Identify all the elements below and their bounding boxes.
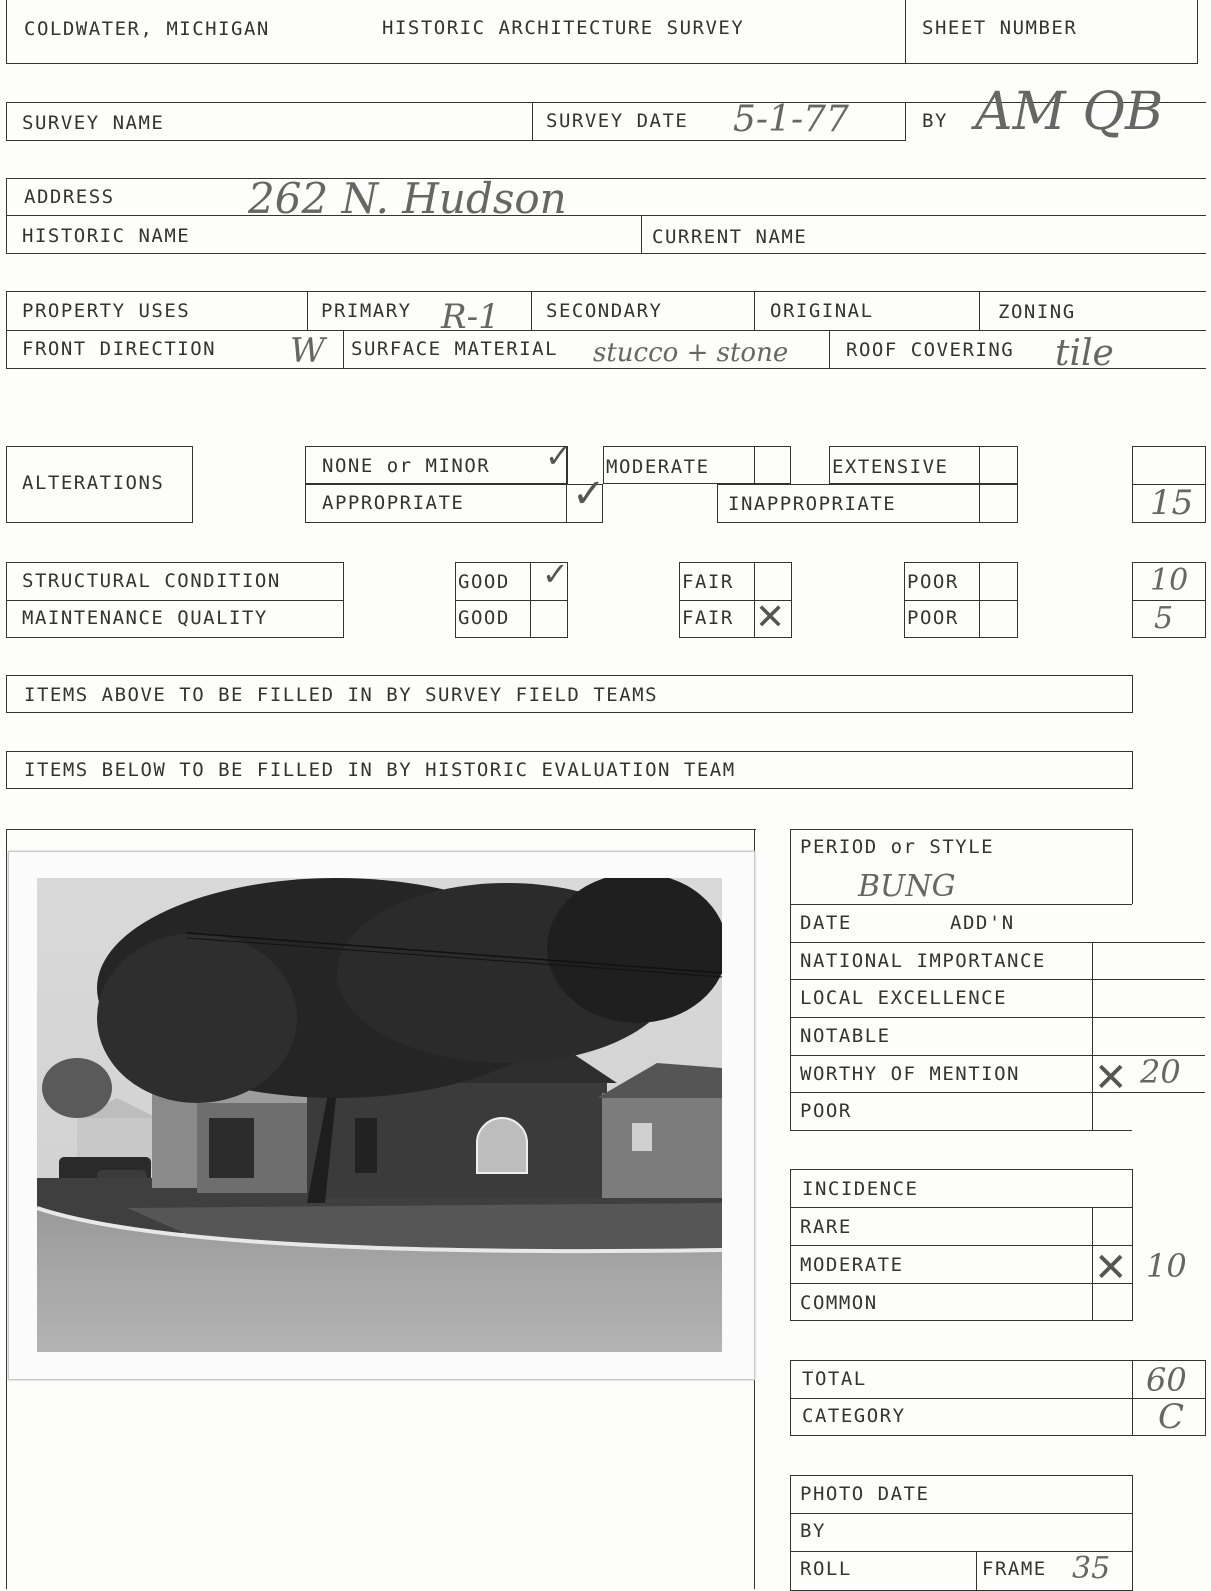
photo-data-div-1 [790,1513,1133,1514]
survey-divider-1 [532,102,533,140]
property-div-1 [307,291,308,330]
alt-appropriate-label: APPROPRIATE [322,492,465,514]
property-div-3 [754,291,755,330]
address-label: ADDRESS [24,186,115,208]
photo-area-top [6,829,756,830]
structural-fair: FAIR [682,571,734,593]
survey-date-label: SURVEY DATE [546,110,689,132]
roof-covering-value: tile [1055,333,1114,374]
roll-label: ROLL [800,1558,852,1580]
primary-value: R-1 [441,297,500,337]
period-value: BUNG [858,869,956,904]
incidence-moderate-label: MODERATE [800,1254,904,1276]
alt-moderate-checkcell [754,446,755,484]
category-value: C [1158,1397,1185,1437]
common-label: COMMON [800,1292,878,1314]
incidence-div-3 [790,1283,1133,1284]
header-divider [905,0,906,64]
date-bottom [790,942,1205,943]
poor-divider [904,600,1018,601]
incidence-score-divider [1092,1207,1093,1321]
local-label: LOCAL EXCELLENCE [800,987,1008,1009]
rare-label: RARE [800,1216,852,1238]
alt-moderate-label: MODERATE [606,456,710,478]
national-label: NATIONAL IMPORTANCE [800,950,1046,972]
incidence-moderate-cross: ✕ [1094,1245,1128,1291]
secondary-label: SECONDARY [546,300,663,322]
address-left-edge [6,178,7,253]
property-bottom [6,368,1206,369]
good-divider [455,600,568,601]
survey-divider-2 [905,102,906,140]
addn-label: ADD'N [950,912,1015,934]
structural-score: 10 [1150,563,1189,598]
eval-score-divider [1092,942,1093,1130]
maintenance-good: GOOD [458,607,510,629]
name-divider [641,215,642,253]
maintenance-label: MAINTENANCE QUALITY [22,607,268,629]
field-teams-note: ITEMS ABOVE TO BE FILLED IN BY SURVEY FIELD TEAMS [24,684,659,706]
evaluation-note: ITEMS BELOW TO BE FILLED IN BY HISTORIC EVALUATION TEAM [24,759,736,781]
header-title: HISTORIC ARCHITECTURE SURVEY [382,17,745,39]
poor-bottom [790,1130,1132,1131]
worthy-score: 20 [1140,1053,1181,1091]
survey-by-label: BY [922,110,948,132]
incidence-div-2 [790,1245,1133,1246]
property-uses-label: PROPERTY USES [22,300,191,322]
photo-area-left [6,829,7,1589]
property-div-4 [979,291,980,330]
incidence-label: INCIDENCE [802,1178,919,1200]
primary-label: PRIMARY [321,300,412,322]
address-mid [6,215,1206,216]
address-top [6,178,1206,179]
survey-name-label: SURVEY NAME [22,112,165,134]
period-label: PERIOD or STYLE [800,836,995,858]
good-checkcell [530,562,531,638]
period-bottom [790,904,1132,905]
total-value: 60 [1146,1361,1187,1399]
total-score-divider [1132,1360,1133,1436]
maintenance-fair: FAIR [682,607,734,629]
maintenance-poor: POOR [907,607,959,629]
address-value: 262 N. Hudson [248,174,567,223]
structural-good: GOOD [458,571,510,593]
survey-date-value: 5-1-77 [733,99,849,140]
frame-label: FRAME [982,1558,1047,1580]
worthy-label: WORTHY OF MENTION [800,1063,1020,1085]
address-bottom [6,253,1206,254]
maintenance-fair-cross: ✕ [755,597,786,638]
roof-covering-label: ROOF COVERING [846,339,1015,361]
notable-label: NOTABLE [800,1025,891,1047]
alt-inappropriate-label: INAPPROPRIATE [728,493,897,515]
house-photo [37,878,722,1352]
local-bottom [790,1017,1205,1018]
incidence-div-1 [790,1207,1133,1208]
worthy-bottom [790,1092,1205,1093]
property-left-edge [6,291,7,368]
header-city: COLDWATER, MICHIGAN [24,18,270,40]
property-mid [6,330,1206,331]
national-bottom [790,979,1205,980]
front-direction-label: FRONT DIRECTION [22,338,217,360]
date-label: DATE [800,912,852,934]
photo-by-label: BY [800,1520,826,1542]
category-label: CATEGORY [802,1405,906,1427]
eval-poor-label: POOR [800,1100,852,1122]
alt-appropriate-check: ✓ [572,471,606,517]
alt-none-label: NONE or MINOR [322,455,491,477]
frame-divider [976,1551,977,1591]
eval-right-edge [1132,829,1133,904]
condition-label-divider [6,600,344,601]
original-label: ORIGINAL [770,300,874,322]
structural-poor: POOR [907,571,959,593]
survey-row-bottom [6,140,906,141]
alt-none-check: ✓ [545,437,572,475]
alt-extensive-label: EXTENSIVE [832,456,949,478]
eval-top [790,829,1133,830]
frame-value: 35 [1072,1551,1111,1586]
property-div-2 [531,291,532,330]
surface-material-label: SURFACE MATERIAL [351,338,559,360]
surface-material-value: stucco + stone [593,338,789,368]
alterations-label: ALTERATIONS [22,472,165,494]
photo-date-label: PHOTO DATE [800,1483,930,1505]
front-direction-value: W [290,331,325,371]
sheet-number-label: SHEET NUMBER [922,17,1078,39]
property-div-5 [343,330,344,368]
alt-score: 15 [1150,483,1194,523]
survey-left-edge [6,102,7,140]
property-top [6,291,1206,292]
worthy-cross: ✕ [1094,1055,1128,1101]
total-label: TOTAL [802,1368,867,1390]
poor-checkcell [979,562,980,638]
zoning-label: ZONING [998,301,1076,323]
historic-name-label: HISTORIC NAME [22,225,191,247]
maintenance-score: 5 [1154,601,1174,636]
incidence-moderate-score: 10 [1146,1247,1187,1285]
property-div-6 [829,330,830,368]
current-name-label: CURRENT NAME [652,226,808,248]
structural-good-check: ✓ [542,555,569,593]
structural-label: STRUCTURAL CONDITION [22,570,281,592]
survey-by-value: AM QB [975,82,1164,142]
total-divider [790,1398,1206,1399]
